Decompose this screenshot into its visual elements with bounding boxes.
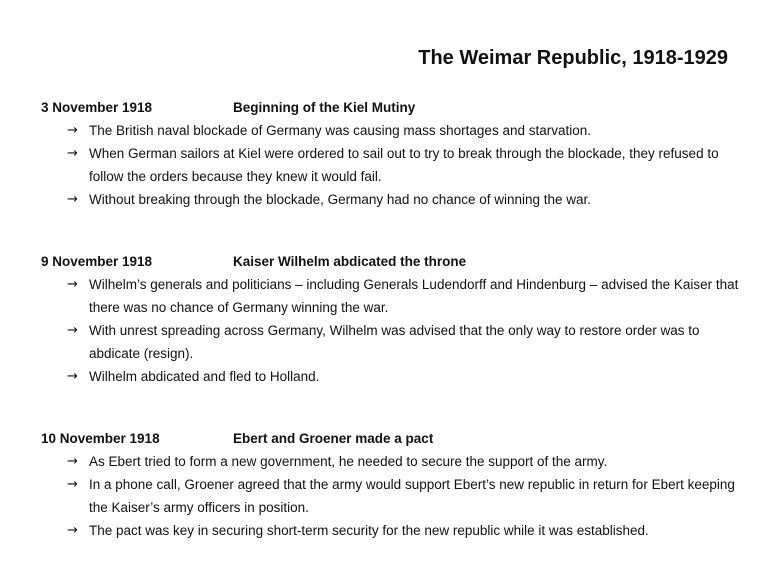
bullet-list [41, 119, 753, 211]
section-header [41, 250, 753, 273]
bullet-text: In a phone call, Groener agreed that the army would support Ebert’s new republic in return for Ebert keeping the Kaiser’s army officers in position. [89, 477, 735, 515]
page-title: The Weimar Republic, 1918-1929 [418, 47, 728, 69]
section-kaiser-abdication [41, 250, 753, 388]
right-arrow-icon: → [67, 123, 78, 138]
section-kiel-mutiny [41, 96, 753, 211]
list-item [41, 119, 753, 142]
section-heading: Kaiser Wilhelm abdicated the throne [233, 254, 467, 269]
right-arrow-icon: → [67, 454, 78, 469]
bullet-text: When German sailors at Kiel were ordered to sail out to try to break through the blockade, they refused to follow the orders because they knew it would fail. [89, 146, 719, 184]
list-item [41, 519, 753, 542]
bullet-text: With unrest spreading across Germany, Wilhelm was advised that the only way to restore order was to abdicate (resign). [89, 323, 700, 361]
list-item [41, 273, 753, 319]
list-item [41, 319, 753, 365]
section-heading: Ebert and Groener made a pact [233, 431, 434, 446]
list-item [41, 450, 753, 473]
bullet-text: Wilhelm’s generals and politicians – including Generals Ludendorff and Hindenburg – advised the Kaiser that there was no chance of Germany winning the war. [89, 277, 739, 315]
list-item [41, 188, 753, 211]
bullet-text: Wilhelm abdicated and fled to Holland. [89, 369, 320, 384]
list-item [41, 473, 753, 519]
right-arrow-icon: → [67, 192, 78, 207]
section-date: 3 November 1918 [41, 100, 153, 115]
section-heading: Beginning of the Kiel Mutiny [233, 100, 416, 115]
section-date: 10 November 1918 [41, 431, 160, 446]
right-arrow-icon: → [67, 277, 78, 292]
bullet-list [41, 273, 753, 388]
list-item [41, 142, 753, 188]
section-date: 9 November 1918 [41, 254, 153, 269]
section-ebert-groener-pact [41, 427, 753, 542]
right-arrow-icon: → [67, 369, 78, 384]
right-arrow-icon: → [67, 146, 78, 161]
right-arrow-icon: → [67, 523, 78, 538]
bullet-text: The British naval blockade of Germany was causing mass shortages and starvation. [89, 123, 591, 138]
right-arrow-icon: → [67, 477, 78, 492]
bullet-text: As Ebert tried to form a new government, he needed to secure the support of the army. [89, 454, 608, 469]
bullet-list [41, 450, 753, 542]
list-item [41, 365, 753, 388]
bullet-text: Without breaking through the blockade, Germany had no chance of winning the war. [89, 192, 592, 207]
bullet-text: The pact was key in securing short-term security for the new republic while it was established. [89, 523, 649, 538]
section-header [41, 96, 753, 119]
right-arrow-icon: → [67, 323, 78, 338]
section-header [41, 427, 753, 450]
